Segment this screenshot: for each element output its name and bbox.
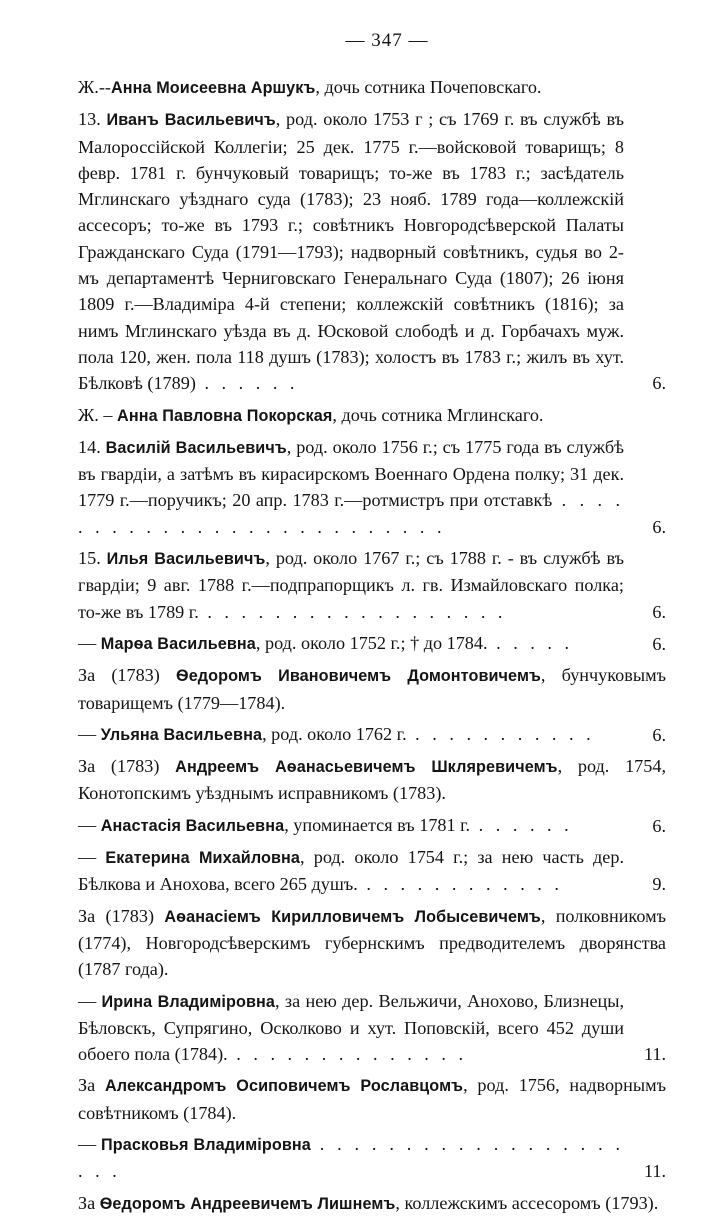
entry-text: , полковникомъ (1774), Новгородсѣверскимъ губернскимъ предводителемъ дворянства (1787 года). xyxy=(78,905,666,980)
leader-dots: . . . . . . . . . . . . xyxy=(357,874,563,895)
entry-prefix: — xyxy=(78,814,101,835)
genealogy-entry xyxy=(78,1190,666,1217)
person-name: Ульяна Васильевна xyxy=(100,725,263,744)
genealogy-entry xyxy=(78,545,666,625)
entry-prefix: За (1783) xyxy=(78,905,165,926)
genealogy-entry xyxy=(78,988,666,1068)
entries-list xyxy=(78,74,666,1217)
person-name: Иванъ Васильевичъ xyxy=(106,111,276,130)
leader-dots: . . . . . . . . . . . xyxy=(406,723,595,744)
person-name: Анна Моисеевна Аршукъ xyxy=(110,79,316,97)
leader-dots: . . . . . xyxy=(487,632,574,653)
entry-text: , коллежскимъ ассесоромъ (1793). xyxy=(395,1192,659,1213)
entry-text: , род. около 1753 г ; съ 1769 г. въ службѣ въ Малороссійской Коллегіи; 25 дек. 1775 г.—войсковой товарищъ; 8 февр. 1781 г. бунчуковый товарищъ; то-же въ 1783 г.; засѣдатель Мглинскаго уѣзднаго суда (1783); 23 нояб. 1789 года—коллежскій ассесоръ; то-же въ 1793 г.; совѣтникъ Новгородсѣверской Палаты Гражданскаго Суда (1791—1793); надворный совѣтникъ, судья во 2-мъ департаментѣ Черниговскаго Генеральнаго Суда (1807); 26 іюня 1809 г.—Владиміра 4-й степени; коллежскій совѣтникъ (1816); за нимъ Мглинскаго уѣзда въ д. Юсковой слободѣ и д. Горбачахъ муж. пола 120, жен. пола 118 душъ (1783); холостъ въ 1783 г.; жилъ въ хут. Бѣлковѣ (1789) xyxy=(78,109,624,394)
entry-text: , род. около 1754 г.; за нею часть дер. Бѣлкова и Анохова, всего 265 душъ. xyxy=(78,847,625,895)
entry-text: , за нею дер. Вельжичи, Анохово, Близнецы, Бѣловскъ, Супрягино, Осколково и хут. Поповскій, всего 452 души обоего пола (1784). xyxy=(78,990,625,1065)
reference-number: 11. xyxy=(643,1044,666,1065)
entry-prefix: 13. xyxy=(78,109,107,130)
genealogy-entry xyxy=(78,1131,666,1185)
genealogy-entry xyxy=(78,1072,666,1126)
leader-dots: . . . . . . . . . . . . . . . . . . xyxy=(198,601,507,622)
entry-prefix: Ж.-- xyxy=(78,77,111,97)
entry-prefix: — xyxy=(78,632,101,653)
person-name: Марѳа Васильевна xyxy=(100,634,256,653)
entry-text: , род. около 1762 г. xyxy=(262,723,407,744)
genealogy-entry xyxy=(78,106,666,396)
entry-text: , упоминается въ 1781 г. xyxy=(284,814,471,835)
genealogy-entry xyxy=(78,844,666,898)
leader-dots: . . . . . . . . . . . . . . xyxy=(227,1044,468,1065)
genealogy-entry xyxy=(78,74,666,101)
genealogy-entry xyxy=(78,812,666,839)
reference-number: 6. xyxy=(652,724,666,745)
entry-prefix: 14. xyxy=(78,436,106,457)
genealogy-entry xyxy=(78,402,666,429)
person-name: Анастасія Васильевна xyxy=(100,816,285,835)
leader-dots: . . . . . . . . . . . . . . . . . . . . . xyxy=(78,1133,625,1182)
entry-text: , бунчуковымъ товарищемъ (1779—1784). xyxy=(78,665,666,713)
person-name: Илья Васильевичъ xyxy=(106,550,266,569)
leader-dots: . . . . . . xyxy=(470,814,573,835)
entry-prefix: За xyxy=(78,1075,105,1096)
person-name: Прасковья Владиміровна xyxy=(101,1135,311,1154)
person-name: Ирина Владиміровна xyxy=(101,992,276,1011)
entry-prefix: За (1783) xyxy=(78,756,176,777)
reference-number: 6. xyxy=(652,516,666,537)
person-name: Екатерина Михайловна xyxy=(105,849,301,868)
genealogy-entry xyxy=(78,630,666,657)
reference-number: 11. xyxy=(643,1161,666,1182)
entry-text: , род. около 1767 г.; съ 1788 г. - въ службѣ въ гвардіи; 9 авг. 1788 г.—подпрапорщикъ л. гв. Измайловскаго полка; то-же въ 1789 г. xyxy=(78,548,624,622)
genealogy-entry xyxy=(78,753,666,807)
genealogy-entry xyxy=(78,903,666,983)
entry-prefix: За (1783) xyxy=(78,665,176,686)
entry-text: , род. 1756, надворнымъ совѣтникомъ (1784). xyxy=(78,1075,667,1123)
reference-number: 6. xyxy=(652,601,666,622)
entry-prefix: — xyxy=(78,1133,102,1154)
genealogy-entry xyxy=(78,434,666,540)
entry-text: , дочь сотника Мглинскаго. xyxy=(332,404,544,425)
entry-prefix: — xyxy=(78,847,106,868)
reference-number: 6. xyxy=(652,633,666,654)
reference-number: 9. xyxy=(652,874,666,895)
reference-number: 6. xyxy=(652,373,666,394)
person-name: Анна Павловна Покорская xyxy=(117,406,333,425)
person-name: Александромъ Осиповичемъ Рославцомъ xyxy=(105,1077,464,1096)
entry-prefix: Ж. – xyxy=(78,404,118,425)
entry-text: , дочь сотника Почеповскаго. xyxy=(315,77,542,97)
person-name: Андреемъ Аѳанасьевичемъ Шкляревичемъ xyxy=(175,758,558,777)
entry-prefix: 15. xyxy=(78,548,107,569)
reference-number: 6. xyxy=(652,815,666,836)
person-name: Ѳедоромъ Андреевичемъ Лишнемъ xyxy=(99,1194,396,1213)
entry-prefix: — xyxy=(78,990,102,1011)
entry-text: , род. около 1752 г.; † до 1784. xyxy=(255,632,488,653)
entry-text: , род. около 1756 г.; съ 1775 года въ службѣ въ гвардіи, а затѣмъ въ кирасирскомъ Военнаго Ордена полку; 31 дек. 1779 г.—поручикъ; 20 апр. 1783 г.—ротмистръ при отставкѣ xyxy=(78,436,625,511)
genealogy-entry xyxy=(78,721,666,748)
entry-prefix: — xyxy=(78,723,101,744)
genealogy-entry xyxy=(78,662,666,716)
person-name: Аѳанасіемъ Кирилловичемъ Лобысевичемъ xyxy=(164,907,541,926)
person-name: Ѳедоромъ Ивановичемъ Домонтовичемъ xyxy=(176,667,541,686)
page-number: — 347 — xyxy=(345,30,429,51)
entry-text: , род. 1754, Конотопскимъ уѣзднымъ исправникомъ (1783). xyxy=(78,756,666,804)
leader-dots: . . . . . . xyxy=(195,373,299,394)
leader-dots: . . . . . . . . . . . . . . . . . . . . . . . . . . xyxy=(78,490,625,537)
entry-prefix: За xyxy=(78,1192,100,1213)
person-name: Василій Васильевичъ xyxy=(105,438,287,457)
